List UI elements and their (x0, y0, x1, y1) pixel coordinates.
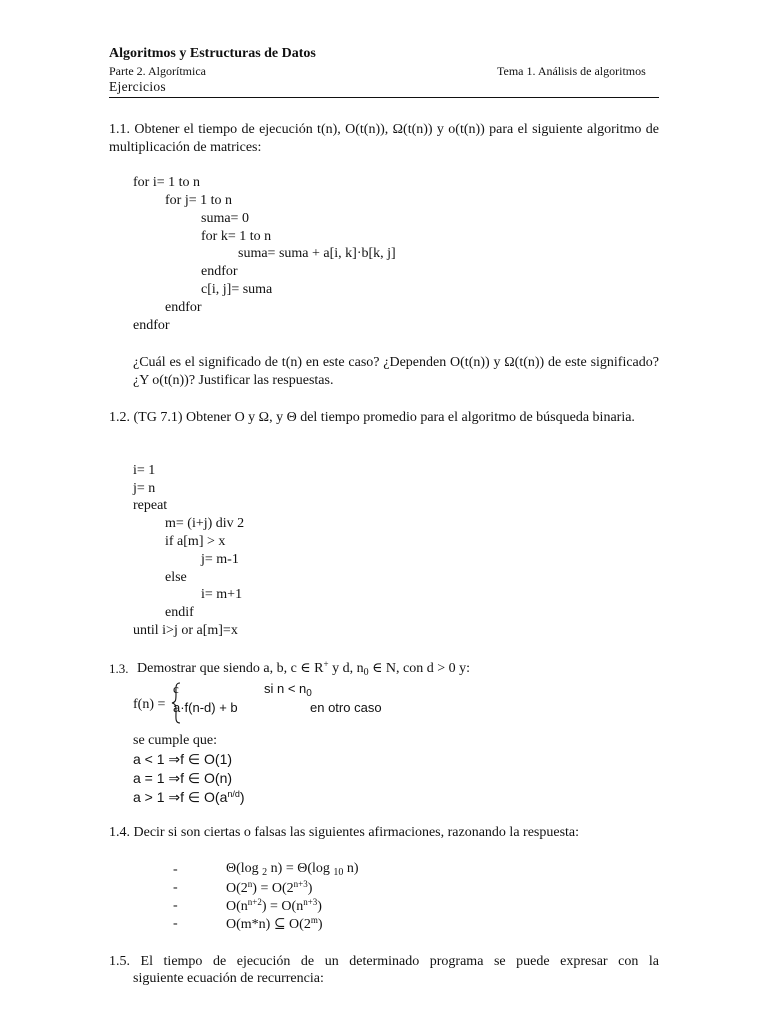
case-2-value: a·f(n-d) + b (173, 700, 238, 715)
header-rule (109, 97, 659, 98)
statement-4: O(m*n) ⊆ O(2$^m$) (226, 915, 323, 932)
exercise-1-5-statement: 1.5. El tiempo de ejecución de un determinado programa se puede expresar con la (109, 954, 659, 969)
exercise-1-2-statement: 1.2. (TG 7.1) Obtener O y Ω, y Θ del tiempo promedio para el algoritmo de búsqueda binaria. (109, 410, 635, 425)
code-line: j= m-1 (201, 552, 239, 567)
course-title: Algoritmos y Estructuras de Datos (109, 46, 316, 61)
statement-2: $O(2^n) = O(2^{n+3})$ (226, 879, 313, 896)
exercise-1-1-question: ¿Cuál es el significado de t(n) en este caso? ¿Dependen O(t(n)) y Ω(t(n)) de este significado? ¿Y o(t(n))? Justificar las respuestas. (133, 355, 659, 388)
result-line-3: a > 1 ⇒f ∈ $O(a^{n/d})$ (133, 789, 245, 805)
code-line: endfor (201, 264, 238, 279)
code-line: for k= 1 to n (201, 229, 272, 244)
code-line: if a[m] > x (165, 534, 226, 549)
case-2-condition: en otro caso (310, 700, 382, 715)
bullet-dash: - (173, 898, 178, 913)
exercise-1-3-statement: Demostrar que siendo a, b, c ∈ R+ y d, $n_0$ ∈ N, con d > 0 y: (137, 659, 471, 678)
code-line: endif (165, 605, 194, 620)
code-line: j= n (133, 481, 156, 496)
code-line: i= m+1 (201, 587, 243, 602)
topic-label: Tema 1. Análisis de algoritmos (497, 64, 646, 78)
bullet-dash: - (173, 880, 178, 895)
code-line: repeat (133, 498, 168, 513)
code-line: m= (i+j) div 2 (165, 516, 245, 531)
exercise-1-4-statement: 1.4. Decir si son ciertas o falsas las siguientes afirmaciones, razonando la respuesta: (109, 825, 580, 840)
code-line: endfor (165, 300, 202, 315)
statement-1: Θ(log $_2$ n) = Θ(log $_{10}$ n) (226, 861, 359, 878)
code-line: suma= suma + a[i, k]·b[k, j] (238, 246, 396, 261)
case-1-condition: si $n < n_0$ (264, 681, 312, 699)
code-line: suma= 0 (201, 211, 249, 226)
section-label: Ejercicios (109, 79, 166, 94)
result-line-2: a = 1 ⇒f ∈ O(n) (133, 770, 233, 786)
part-label: Parte 2. Algorítmica (109, 64, 206, 78)
function-label: f(n) = (133, 697, 166, 712)
exercise-1-1-statement: 1.1. Obtener el tiempo de ejecución t(n), O(t(n)), Ω(t(n)) y o(t(n)) para el siguiente algoritmo de multiplicación de matrices: (109, 122, 659, 155)
exercise-1-5-statement-cont: siguiente ecuación de recurrencia: (133, 971, 324, 986)
result-intro: se cumple que: (133, 733, 217, 748)
result-line-1: a < 1 ⇒f ∈ O(1) (133, 751, 233, 767)
case-1-value: c (173, 681, 179, 696)
code-line: c[i, j]= suma (201, 282, 273, 297)
statement-3: $O(n^{n+2}) = O(n^{n+3})$ (226, 897, 322, 914)
code-line: until i>j or a[m]=x (133, 623, 238, 638)
code-line: for i= 1 to n (133, 175, 200, 190)
bullet-dash: - (173, 916, 178, 931)
code-line: else (165, 570, 187, 585)
code-line: i= 1 (133, 463, 156, 478)
code-line: for j= 1 to n (165, 193, 232, 208)
code-line: endfor (133, 318, 170, 333)
bullet-dash: - (173, 862, 178, 877)
exercise-1-3-number: 1.3. (109, 661, 129, 676)
